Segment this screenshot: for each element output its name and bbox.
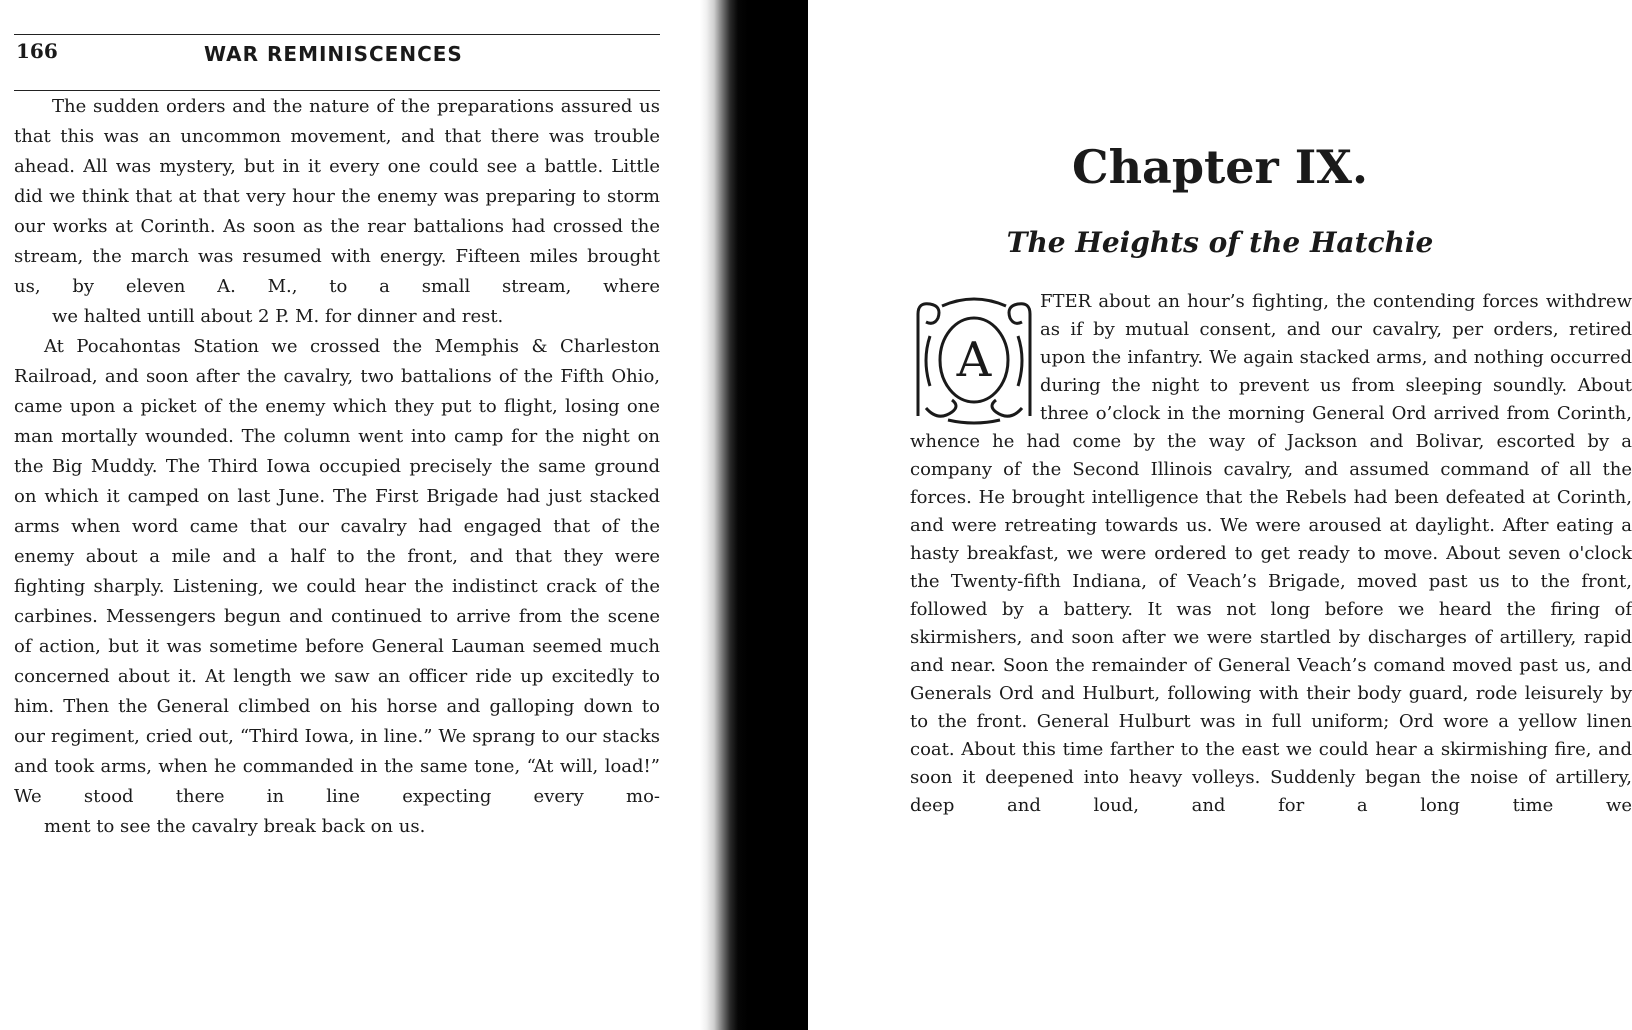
paragraph-text: FTER about an hour’s fighting, the contending forces withdrew as if by mutual consent, and our cavalry, per orders, retired upon the infantry. We again stacked arms, and nothing occurred during the night to prevent us from sleeping soundly. About three o’clock in the morning General Ord arrived from Corinth, whence he had come by the way of Jackson and Bolivar, escorted by a company of the Second Illinois cavalry, and assumed command of all the forces. He brought intelligence that the Rebels had been defeated at Corinth, and were retreating towards us. We were aroused at daylight. After eating a hasty breakfast, we were ordered to get ready to move. About seven o'clock the Twenty-fifth Indiana, of Veach’s Brigade, moved past us to the front, followed by a battery. It was not long before we heard the firing of skirmishers, and soon after we were startled by discharges of artillery, rapid and near. Soon the remainder of General Veach’s comand moved past us, and Generals Ord and Hulburt, following with their body guard, rode leisurely by to the front. General Hulburt was in full uniform; Ord wore a yellow linen coat. About this time farther to the east we could hear a skirmishing fire, and soon it deepened into heavy volleys. Suddenly began the noise of artillery, deep and loud, and for a long time we xyxy=(910,291,1632,816)
paragraph-text: The sudden orders and the nature of the preparations assured us that this was an uncommon movement, and that there was trouble ahead. All was mystery, but in it every one could see a battle. Little did we think that at that very hour the enemy was preparing to storm our works at Corinth. As soon as the rear battalions had crossed the stream, the march was resumed with energy. Fifteen miles brought us, by eleven A. M., to a small stream, where xyxy=(14,96,660,297)
book-gutter-shadow xyxy=(700,0,808,1030)
running-head: WAR REMINISCENCES xyxy=(204,42,463,66)
paragraph xyxy=(14,92,660,332)
left-page xyxy=(0,0,700,1030)
right-page xyxy=(808,0,1632,1030)
page-header xyxy=(14,34,660,92)
right-page-text xyxy=(910,288,1632,820)
page-number: 166 xyxy=(16,39,58,63)
header-rule-top xyxy=(14,34,660,35)
paragraph-last-line: we halted untill about 2 P. M. for dinner and rest. xyxy=(52,306,504,327)
header-rule-bottom xyxy=(14,90,660,91)
dropcap-spacer xyxy=(910,288,1040,426)
dropcap-letter: A xyxy=(956,332,992,388)
left-page-text xyxy=(14,92,660,842)
paragraph xyxy=(910,288,1632,820)
paragraph-text: At Pocahontas Station we crossed the Memphis & Charleston Railroad, and soon after the cavalry, two battalions of the Fifth Ohio, came upon a picket of the enemy which they put to flight, losing one man mortally wounded. The column went into camp for the night on the Big Muddy. The Third Iowa occupied precisely the same ground on which it camped on last June. The First Brigade had just stacked arms when word came that our cavalry had engaged that of the enemy about a mile and a half to the front, and that they were fighting sharply. Listening, we could hear the indistinct crack of the carbines. Messengers begun and continued to arrive from the scene of action, but it was sometime before General Lauman seemed much concerned about it. At length we saw an officer ride up excitedly to him. Then the General climbed on his horse and galloping down to our regiment, cried out, “Third Iowa, in line.” We sprang to our stacks and took arms, when he commanded in the same tone, “At will, load!” We stood there in line expecting every mo- xyxy=(14,336,660,807)
chapter-subtitle: The Heights of the Hatchie xyxy=(1006,226,1434,259)
chapter-title: Chapter IX. xyxy=(1071,140,1368,194)
paragraph-last-line: ment to see the cavalry break back on us. xyxy=(44,816,426,837)
paragraph xyxy=(14,332,660,842)
